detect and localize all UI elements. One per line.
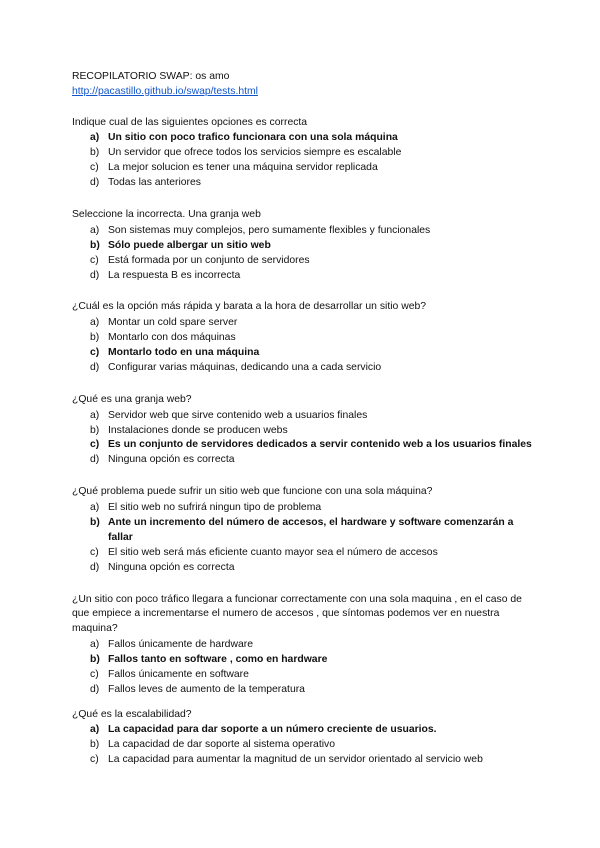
option-text: La capacidad para dar soporte a un número creciente de usuarios. [108,724,437,736]
option-text: Configurar varias máquinas, dedicando una a cada servicio [108,361,382,373]
option [72,161,532,176]
option-letter: d) [90,683,100,695]
option-letter: a) [90,224,100,236]
option-correct [72,131,532,146]
option-correct [72,723,532,738]
option-text: Sólo puede albergar un sitio web [108,239,271,251]
option-text: Ninguna opción es correcta [108,454,235,466]
option-text: La capacidad de dar soporte al sistema operativo [108,739,336,751]
question [72,116,532,191]
question-text: Seleccione la incorrecta. Una granja web [72,209,261,221]
option-letter: b) [90,332,100,344]
option-letter: c) [90,162,99,174]
option-letter: c) [90,754,99,766]
options-list [72,316,532,376]
option-text: Fallos únicamente en software [108,668,249,680]
document-page [72,70,532,768]
option [72,501,532,516]
option-letter: d) [90,454,100,466]
option-letter: a) [90,639,100,650]
option-letter: c) [90,546,99,558]
option [72,316,532,331]
option-text: Es un conjunto de servidores dedicados a servir contenido web a los usuarios finales [108,439,532,451]
option-text: Un servidor que ofrece todos los servicios siempre es escalable [108,147,402,159]
options-list [72,723,532,768]
option-letter: d) [90,361,100,373]
option-correct [72,239,532,254]
option [72,561,532,576]
options-list [72,224,532,284]
options-list [72,638,532,698]
option-text: Fallos leves de aumento de la temperatura [108,683,305,695]
option-letter: d) [90,177,100,189]
option-text: Ante un incremento del número de accesos, el hardware y software comenzarán a fallar [108,516,514,543]
option [72,453,532,468]
option-text: El sitio web será más eficiente cuanto mayor sea el número de accesos [108,546,438,558]
option-letter: a) [90,132,100,144]
option-letter: b) [90,516,100,528]
option-letter: a) [90,409,100,421]
option-correct [72,653,532,668]
option-correct [72,438,532,453]
option-letter: b) [90,653,100,665]
option-text: Montarlo con dos máquinas [108,332,236,344]
option-text: Instalaciones donde se producen webs [108,424,288,436]
option-letter: b) [90,239,100,251]
option-letter: b) [90,147,100,159]
option-text: Montar un cold spare server [108,317,238,329]
option-letter: d) [90,561,100,573]
option-letter: c) [90,254,99,266]
option [72,254,532,269]
option [72,546,532,561]
question-text: ¿Un sitio con poco tráfico llegara a funcionar correctamente con una sola maquina , en el caso de que empiece a incrementarse el numero de accesos , que síntomas podemos ver en nuestra maquina? [72,593,522,635]
document-title: RECOPILATORIO SWAP: os amo [72,71,230,82]
option-text: La capacidad para aumentar la magnitud de un servidor orientado al servicio web [108,754,483,766]
option-text: Fallos tanto en software , como en hardware [108,653,328,665]
option-letter: a) [90,502,100,514]
option [72,224,532,239]
option [72,668,532,683]
tests-link[interactable]: http://pacastillo.github.io/swap/tests.html [72,85,258,97]
option-letter: c) [90,347,100,359]
options-list [72,131,532,191]
option [72,331,532,346]
options-list [72,409,532,469]
question [72,300,532,375]
option-correct [72,346,532,361]
option [72,738,532,753]
option-letter: b) [90,424,100,436]
option [72,361,532,376]
option [72,409,532,424]
option-text: Un sitio con poco trafico funcionara con una sola máquina [108,132,398,144]
option-text: Todas las anteriores [108,177,201,189]
option-letter: c) [90,668,99,680]
option-letter: a) [90,724,100,736]
option [72,753,532,768]
options-list [72,501,532,576]
option-text: Son sistemas muy complejos, pero sumamente flexibles y funcionales [108,224,431,236]
option [72,269,532,284]
question [72,708,532,769]
option-letter: a) [90,317,100,329]
option-text: Ninguna opción es correcta [108,561,235,573]
option-text: El sitio web no sufrirá ningun tipo de problema [108,502,322,514]
option-letter: d) [90,269,100,281]
question [72,393,532,468]
option-correct [72,516,532,546]
question-text: ¿Qué es la escalabilidad? [72,708,192,720]
option-text: Servidor web que sirve contenido web a usuarios finales [108,409,368,421]
option [72,638,532,653]
option [72,683,532,698]
question [72,485,532,575]
option-letter: c) [90,439,100,451]
option-text: Montarlo todo en una máquina [108,347,260,359]
question-text: ¿Qué problema puede sufrir un sitio web que funcione con una sola máquina? [72,486,433,498]
option-text: La respuesta B es incorrecta [108,269,241,281]
option-text: Está formada por un conjunto de servidores [108,254,310,266]
question-text: ¿Cuál es la opción más rápida y barata a la hora de desarrollar un sitio web? [72,301,427,313]
option-text: La mejor solucion es tener una máquina servidor replicada [108,162,378,174]
option-text: Fallos únicamente de hardware [108,639,253,650]
question-text: ¿Qué es una granja web? [72,393,192,405]
option [72,176,532,191]
question [72,208,532,283]
question [72,593,532,698]
question-text: Indique cual de las siguientes opciones es correcta [72,116,308,128]
option [72,424,532,439]
option-letter: b) [90,739,100,751]
option [72,146,532,161]
